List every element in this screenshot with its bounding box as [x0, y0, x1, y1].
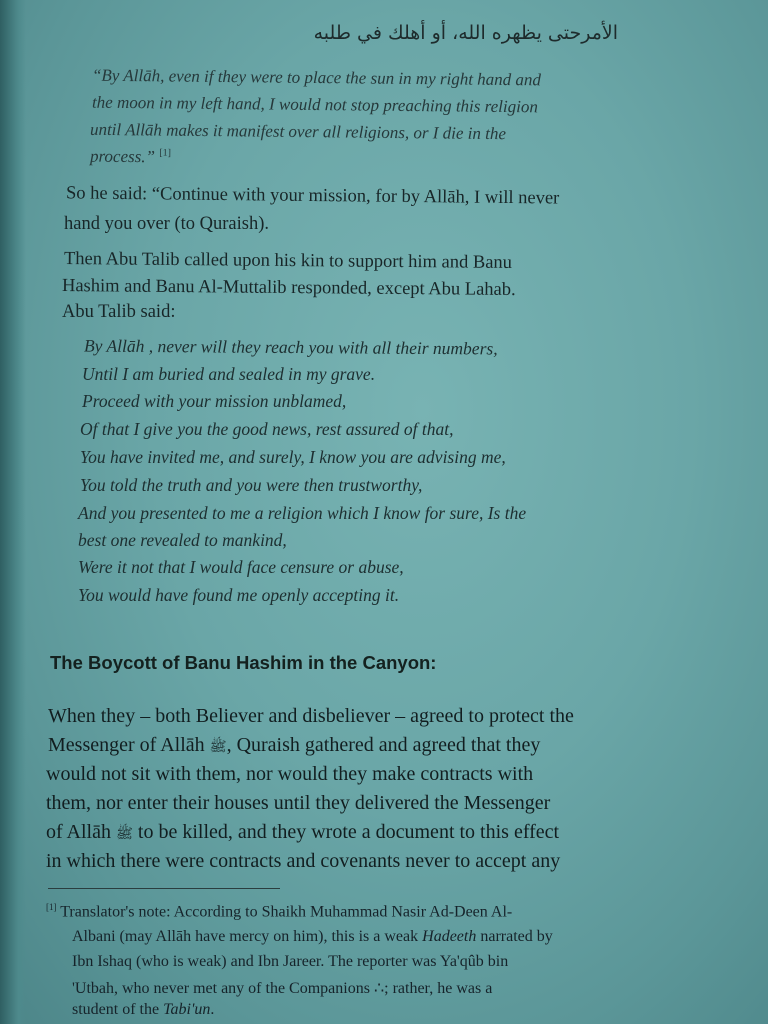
footnote-marker: [1] [46, 902, 57, 912]
poem-line-3: Proceed with your mission unblamed, [82, 391, 347, 411]
footnote-line-5c: . [210, 1001, 215, 1018]
arabic-header: الأمرحتى يظهره الله، أو أهلك في طلبه [313, 22, 618, 44]
quote-line-4 [90, 147, 171, 168]
poem-line-5: You have invited me, and surely, I know you are advising me, [80, 447, 506, 467]
poem-line-8: best one revealed to mankind, [78, 530, 287, 550]
section-line-2 [48, 734, 540, 758]
quote-line-4-text: process.” [89, 146, 156, 167]
footnote-line-5a: student of the [72, 1001, 164, 1018]
para1-line-2: hand you over (to Quraish). [64, 214, 269, 234]
companions-icon: ∴ [373, 980, 385, 997]
section-line-5b: to be killed, and they wrote a document to this effect [137, 821, 560, 843]
section-heading: The Boycott of Banu Hashim in the Canyon: [50, 652, 437, 673]
poem-line-4: Of that I give you the good news, rest assured of that, [80, 419, 454, 439]
section-line-5 [46, 821, 559, 845]
footnote-line-2a: Albani (may Allāh have mercy on him), this is a weak [72, 928, 423, 945]
poem-line-9: Were it not that I would face censure or abuse, [78, 557, 404, 577]
para2-line-2: Hashim and Banu Al-Muttalib responded, except Abu Lahab. [61, 276, 516, 300]
pbuh-icon: ﷺ [209, 739, 227, 755]
footnote-ref: [1] [159, 147, 172, 159]
pbuh-icon-2: ﷺ [116, 826, 133, 842]
footnote-line-4a: 'Utbah, who never met any of the Companions [72, 980, 374, 997]
footnote-tabiun: Tabi'un [163, 1001, 211, 1018]
footnote-line-2c: narrated by [476, 928, 553, 945]
footnote-line-2 [72, 928, 553, 946]
quote-line-1: “By Allāh, even if they were to place the sun in my right hand and [91, 65, 542, 90]
section-line-4: them, nor enter their houses until they delivered the Messenger [46, 792, 551, 814]
footnote-line-5 [72, 1001, 214, 1019]
para2-line-1: Then Abu Talib called upon his kin to support him and Banu [63, 249, 513, 273]
footnote-rule [48, 888, 280, 889]
quote-line-3: until Allāh makes it manifest over all religions, or I die in the [89, 119, 507, 144]
footnote-line-4b: ; rather, he was a [384, 980, 493, 997]
footnote-line-1 [46, 902, 512, 921]
poem-line-1: By Allāh , never will they reach you with all their numbers, [83, 335, 498, 359]
poem-line-10: You would have found me openly accepting it. [78, 585, 400, 605]
section-line-2b: , Quraish gathered and agreed that they [226, 734, 541, 756]
section-line-3: would not sit with them, nor would they make contracts with [46, 763, 534, 785]
section-line-5a: of Allāh [46, 821, 111, 843]
footnote-line-1-text: Translator's note: According to Shaikh Muhammad Nasir Ad-Deen Al- [60, 903, 513, 921]
footnote-line-3: Ibn Ishaq (who is weak) and Ibn Jareer. The reporter was Ya'qûb bin [72, 953, 509, 970]
section-line-2a: Messenger of Allāh [48, 734, 205, 756]
poem-line-7: And you presented to me a religion which I know for sure, Is the [78, 503, 527, 523]
section-line-6: in which there were contracts and covenants never to accept any [46, 850, 561, 872]
quote-line-2: the moon in my left hand, I would not stop preaching this religion [91, 92, 538, 117]
poem-line-6: You told the truth and you were then trustworthy, [80, 475, 423, 495]
book-spine [0, 0, 26, 1024]
footnote-line-4 [72, 978, 492, 998]
section-line-1: When they – both Believer and disbeliever – agreed to protect the [48, 705, 574, 727]
footnote-hadeeth: Hadeeth [422, 928, 477, 945]
para1-line-1: So he said: “Continue with your mission, for by Allāh, I will never [65, 183, 560, 209]
poem-line-2: Until I am buried and sealed in my grave. [82, 364, 376, 384]
para2-line-3: Abu Talib said: [62, 302, 176, 322]
